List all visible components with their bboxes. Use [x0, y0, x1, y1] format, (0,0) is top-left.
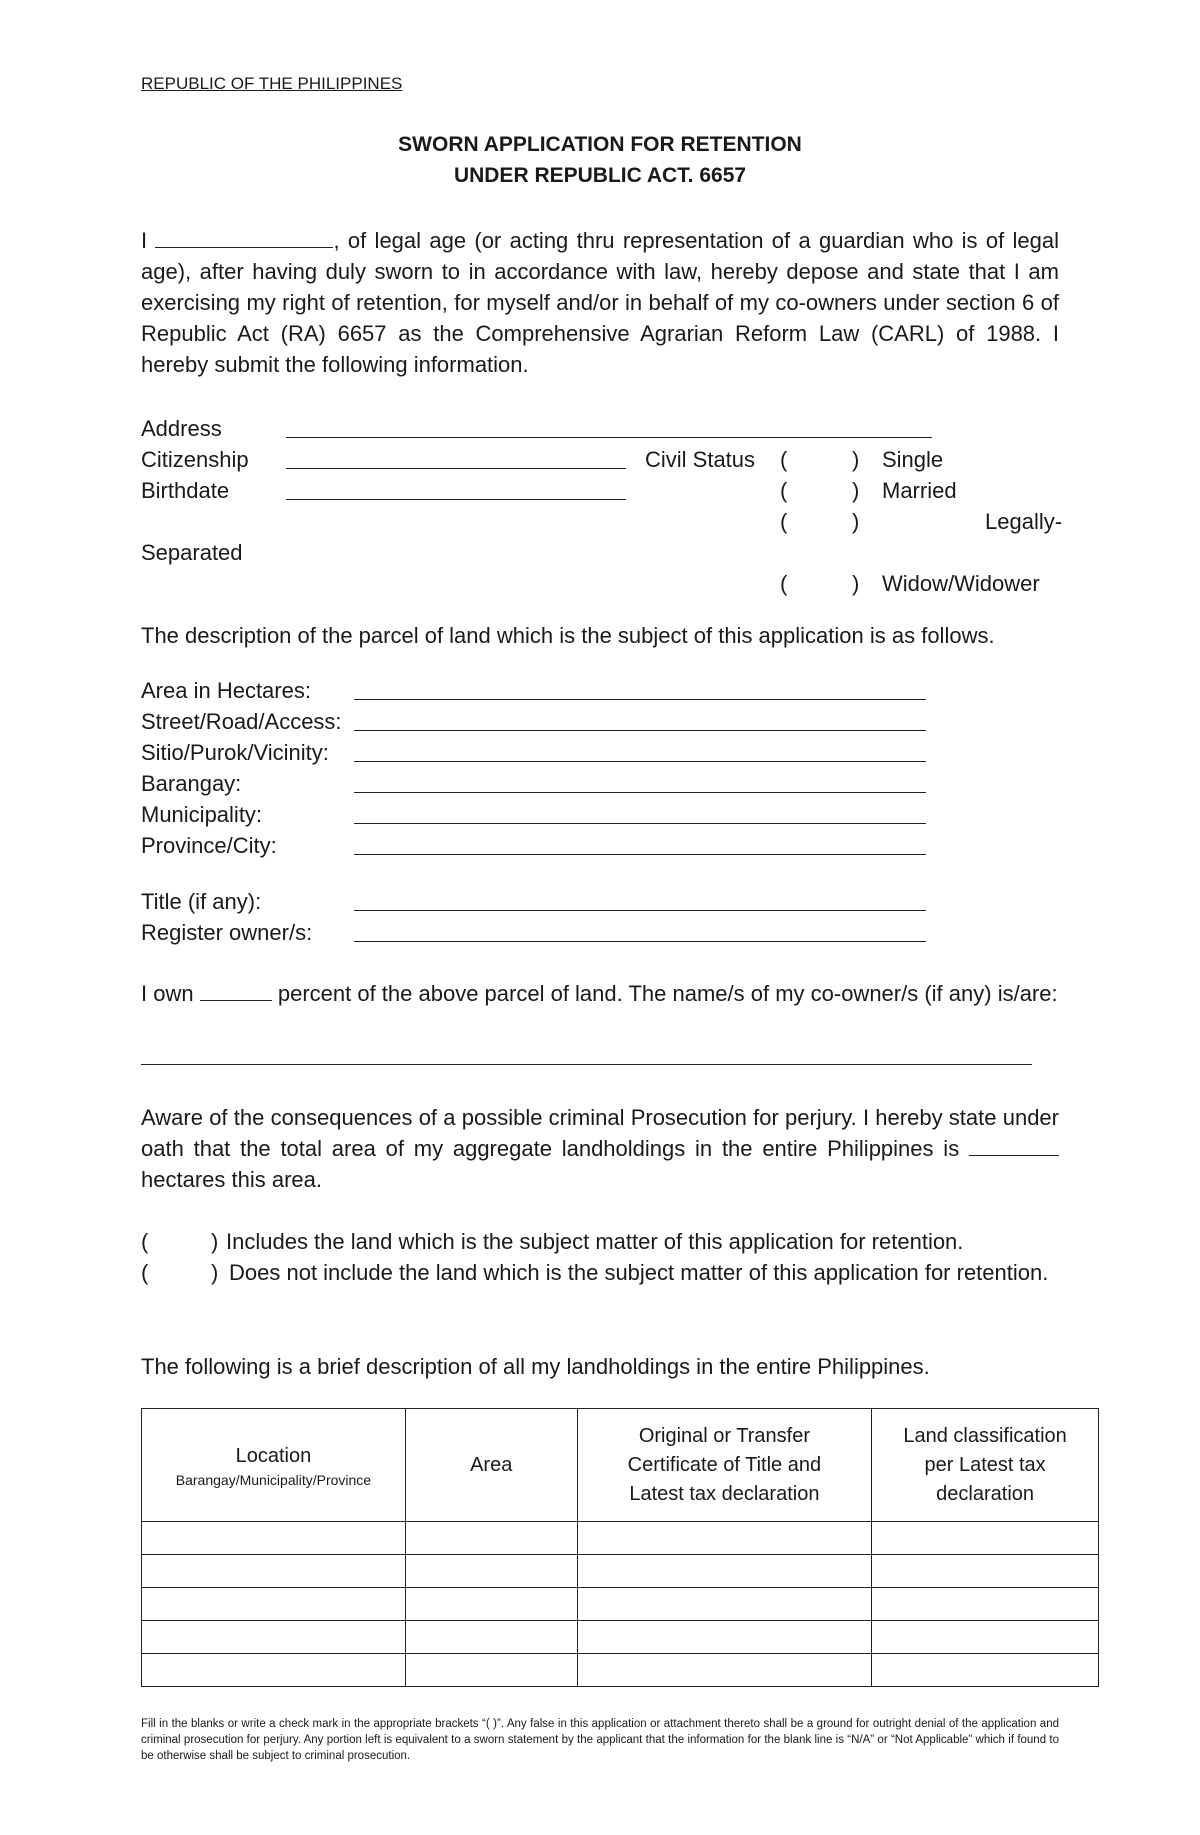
civil-status-label: Civil Status: [645, 447, 756, 472]
option-label-continued: Separated: [141, 540, 243, 565]
footnote: Fill in the blanks or write a check mark in the appropriate brackets “( )”. Any false in this application or attachment thereto shall be a ground for outright denial of the application and criminal prosecution for perjury. Any portion left is equivalent to a sworn statement by the applicant that the information for the blank line is “N/A” or “Not Applicable” which if found to be otherwise shall be subject to criminal prosecution.: [141, 1718, 1059, 1762]
intro-text: , of legal age (or acting thru representation of a guardian who is of legal age), after having duly sworn to in accordance with law, hereby depose and state that I am exercising my right of retention, for myself and/or in behalf of my co-owners under section 6 of Republic Act (RA) 6657 as the Comprehensive Agrarian Reform Law (CARL) of 1988. I hereby submit the following information.: [141, 228, 1059, 377]
municipality-blank[interactable]: [354, 823, 926, 824]
sitio-label: Sitio/Purok/Vicinity:: [141, 740, 329, 765]
bracket-close: ): [852, 447, 860, 472]
barangay-label: Barangay:: [141, 771, 242, 796]
table-cell[interactable]: [577, 1654, 872, 1687]
table-cell[interactable]: [872, 1654, 1099, 1687]
title-blank[interactable]: [354, 910, 926, 911]
bracket-open: (: [141, 1260, 149, 1285]
province-label: Province/City:: [141, 833, 277, 858]
table-cell[interactable]: [405, 1621, 577, 1654]
choice-includes-text: Includes the land which is the subject matter of this application for retention.: [226, 1229, 964, 1254]
column-location-label: Location: [235, 1444, 312, 1467]
bracket-close: ): [211, 1260, 219, 1285]
table-cell[interactable]: [142, 1555, 406, 1588]
bracket-close: ): [211, 1229, 219, 1254]
register-owner-label: Register owner/s:: [141, 920, 313, 945]
column-area-label: Area: [470, 1453, 513, 1476]
column-title-line2: Certificate of Title and: [627, 1453, 822, 1476]
bracket-open: (: [780, 447, 788, 472]
table-cell[interactable]: [405, 1555, 577, 1588]
birthdate-blank[interactable]: [286, 499, 626, 500]
address-blank[interactable]: [286, 437, 932, 438]
bracket-open: (: [780, 571, 788, 596]
table-cell[interactable]: [872, 1588, 1099, 1621]
aware-text: Aware of the consequences of a possible criminal Prosecution for perjury. I hereby state under oath that the total area of my aggregate landholdings in the entire Philippines is: [141, 1105, 1059, 1161]
citizenship-blank[interactable]: [286, 468, 626, 469]
table-cell[interactable]: [405, 1522, 577, 1555]
column-class-line2: per Latest tax: [924, 1453, 1046, 1476]
own-prefix: I own: [141, 981, 194, 1006]
column-class-line3: declaration: [936, 1482, 1035, 1505]
table-cell[interactable]: [142, 1588, 406, 1621]
co-owners-blank[interactable]: [141, 1064, 1032, 1065]
bracket-open: (: [141, 1229, 149, 1254]
column-location-sublabel: Barangay/Municipality/Province: [175, 1471, 372, 1488]
choice-not-includes-text: Does not include the land which is the subject matter of this application for retention.: [229, 1260, 1049, 1285]
table-cell[interactable]: [142, 1621, 406, 1654]
table-row: [142, 1621, 1099, 1654]
table-cell[interactable]: [872, 1621, 1099, 1654]
table-cell[interactable]: [405, 1588, 577, 1621]
table-cell[interactable]: [142, 1522, 406, 1555]
bracket-close: ): [852, 478, 860, 503]
intro-paragraph: [141, 225, 1059, 380]
table-cell[interactable]: [577, 1555, 872, 1588]
table-row: [142, 1588, 1099, 1621]
column-location: [142, 1409, 406, 1522]
option-label: Married: [882, 478, 957, 503]
table-row: [142, 1555, 1099, 1588]
sitio-blank[interactable]: [354, 761, 926, 762]
landholdings-table: [141, 1408, 1099, 1687]
percent-blank[interactable]: [200, 978, 272, 1001]
address-label: Address: [141, 416, 222, 441]
table-header-row: [142, 1409, 1099, 1522]
intro-prefix: I: [141, 228, 148, 253]
area-hectares-label: Area in Hectares:: [141, 678, 311, 703]
own-suffix: percent of the above parcel of land. The name/s of my co-owner/s (if any) is/are:: [277, 981, 1058, 1006]
form-title: SWORN APPLICATION FOR RETENTION: [398, 133, 802, 156]
form-subtitle: UNDER REPUBLIC ACT. 6657: [453, 164, 747, 187]
table-cell[interactable]: [577, 1621, 872, 1654]
municipality-label: Municipality:: [141, 802, 263, 827]
holdings-intro: The following is a brief description of all my landholdings in the entire Philippines.: [141, 1354, 930, 1379]
table-cell[interactable]: [142, 1654, 406, 1687]
column-area: [405, 1409, 577, 1522]
birthdate-label: Birthdate: [141, 478, 230, 503]
option-label: Single: [882, 447, 944, 472]
table-row: [142, 1522, 1099, 1555]
table-cell[interactable]: [872, 1555, 1099, 1588]
province-blank[interactable]: [354, 854, 926, 855]
table-cell[interactable]: [872, 1522, 1099, 1555]
aggregate-hectares-blank[interactable]: [969, 1133, 1059, 1156]
bracket-open: (: [780, 509, 788, 534]
aware-paragraph: [141, 1102, 1059, 1195]
republic-heading: REPUBLIC OF THE PHILIPPINES: [141, 74, 403, 93]
barangay-blank[interactable]: [354, 792, 926, 793]
column-title-line3: Latest tax declaration: [629, 1482, 820, 1505]
citizenship-label: Citizenship: [141, 447, 249, 472]
bracket-close: ): [852, 509, 860, 534]
applicant-name-blank[interactable]: [155, 225, 333, 248]
option-label: Legally-: [985, 509, 1063, 534]
ownership-paragraph: [141, 978, 1059, 1009]
column-class-line1: Land classification: [903, 1424, 1067, 1447]
street-label: Street/Road/Access:: [141, 709, 342, 734]
register-owner-blank[interactable]: [354, 941, 926, 942]
column-title-certificate: [577, 1409, 872, 1522]
street-blank[interactable]: [354, 730, 926, 731]
column-land-classification: [872, 1409, 1099, 1522]
table-cell[interactable]: [577, 1522, 872, 1555]
table-cell[interactable]: [405, 1654, 577, 1687]
title-label: Title (if any):: [141, 889, 262, 914]
table-row: [142, 1654, 1099, 1687]
bracket-open: (: [780, 478, 788, 503]
column-title-line1: Original or Transfer: [638, 1424, 810, 1447]
table-cell[interactable]: [577, 1588, 872, 1621]
bracket-close: ): [852, 571, 860, 596]
aware-suffix: hectares this area.: [141, 1167, 322, 1192]
option-label: Widow/Widower: [882, 571, 1040, 596]
land-description-intro: The description of the parcel of land which is the subject of this application is as follows.: [141, 623, 995, 648]
area-hectares-blank[interactable]: [354, 699, 926, 700]
